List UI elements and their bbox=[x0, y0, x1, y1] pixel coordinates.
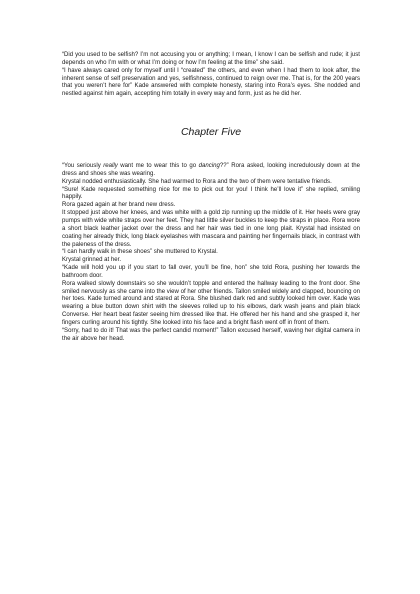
text-run: “You seriously bbox=[62, 163, 104, 170]
emphasis-text: dancing bbox=[198, 163, 220, 170]
paragraph: Rora walked slowly downstairs so she wouldn’t topple and entered the hallway leading to the front door. She smiled nervously as she came into the view of her other friends. Tallon smiled widely and clapped, bouncing on her toes. Kade turned around and stared at Rora. She blushed dark red and subtly looked him over. Kade was wearing a blue button down shirt with the sleeves rolled up to his elbows, dark wash jeans and plain black Converse. Her heart beat faster seeing him dressed like that. He offered her his hand and she grasped it, her fingers curling around his tightly. She looked into his face and a bright flash went off in front of them. bbox=[62, 280, 360, 326]
text-run: want me to wear this to go bbox=[117, 163, 199, 170]
paragraph: “Kade will hold you up if you start to fall over, you’ll be fine, hon” she told Rora, pushing her towards the bathroom door. bbox=[62, 265, 360, 279]
paragraph: “I can hardly walk in these shoes” she muttered to Krystal. bbox=[62, 249, 218, 256]
paragraph: Rora gazed again at her brand new dress. bbox=[62, 202, 176, 209]
paragraph bbox=[62, 163, 360, 179]
paragraph: It stopped just above her knees, and was white with a gold zip running up the middle of it. Her heels were gray pumps with wide white straps over her feet. They had little silver buckles to keep the straps in place. Rora wore a short black leather jacket over the dress and her hair was tied in one long plait. Krystal had insisted on coating her already thick, long black eyelashes with mascara and painting her fingernails black, in contrast with the paleness of the dress. bbox=[62, 210, 360, 248]
paragraph: “Did you used to be selfish? I’m not accusing you or anything; I mean, I know I can be selfish and rude; it just depends on who I’m with or what I’m doing or how I’m feeling at the time” she said. bbox=[62, 52, 360, 66]
chapter-body bbox=[62, 163, 360, 343]
opening-section bbox=[62, 52, 360, 99]
emphasis-text: really bbox=[103, 163, 118, 170]
text-run: ??” Rora asked, looking incredulously down at the dress and shoes she was wearing. bbox=[62, 163, 360, 177]
document-page bbox=[62, 52, 360, 343]
chapter-title: Chapter Five bbox=[180, 126, 242, 139]
paragraph: “I have always cared only for myself until I “created” the others, and even when I had them to look after, the inherent sense of self preservation and yes, selfishness, continued to reign over me. That is, for the 200 years that you weren’t here for” Kade answered with complete honesty, staring into Rora’s eyes. She nodded and nestled against him again, accepting him totally in every way and form, just as he did her. bbox=[62, 67, 360, 98]
paragraph: “Sure! Kade requested something nice for me to pick out for you! I think he’ll love it” she replied, smiling happily. bbox=[62, 186, 360, 201]
paragraph: “Sorry, had to do it! That was the perfect candid moment!” Tallon excused herself, waving her digital camera in the air above her head. bbox=[62, 327, 360, 342]
paragraph: Krystal grinned at her. bbox=[62, 257, 122, 264]
paragraph: Krystal nodded enthusiastically. She had warmed to Rora and the two of them were tentative friends. bbox=[62, 178, 332, 185]
